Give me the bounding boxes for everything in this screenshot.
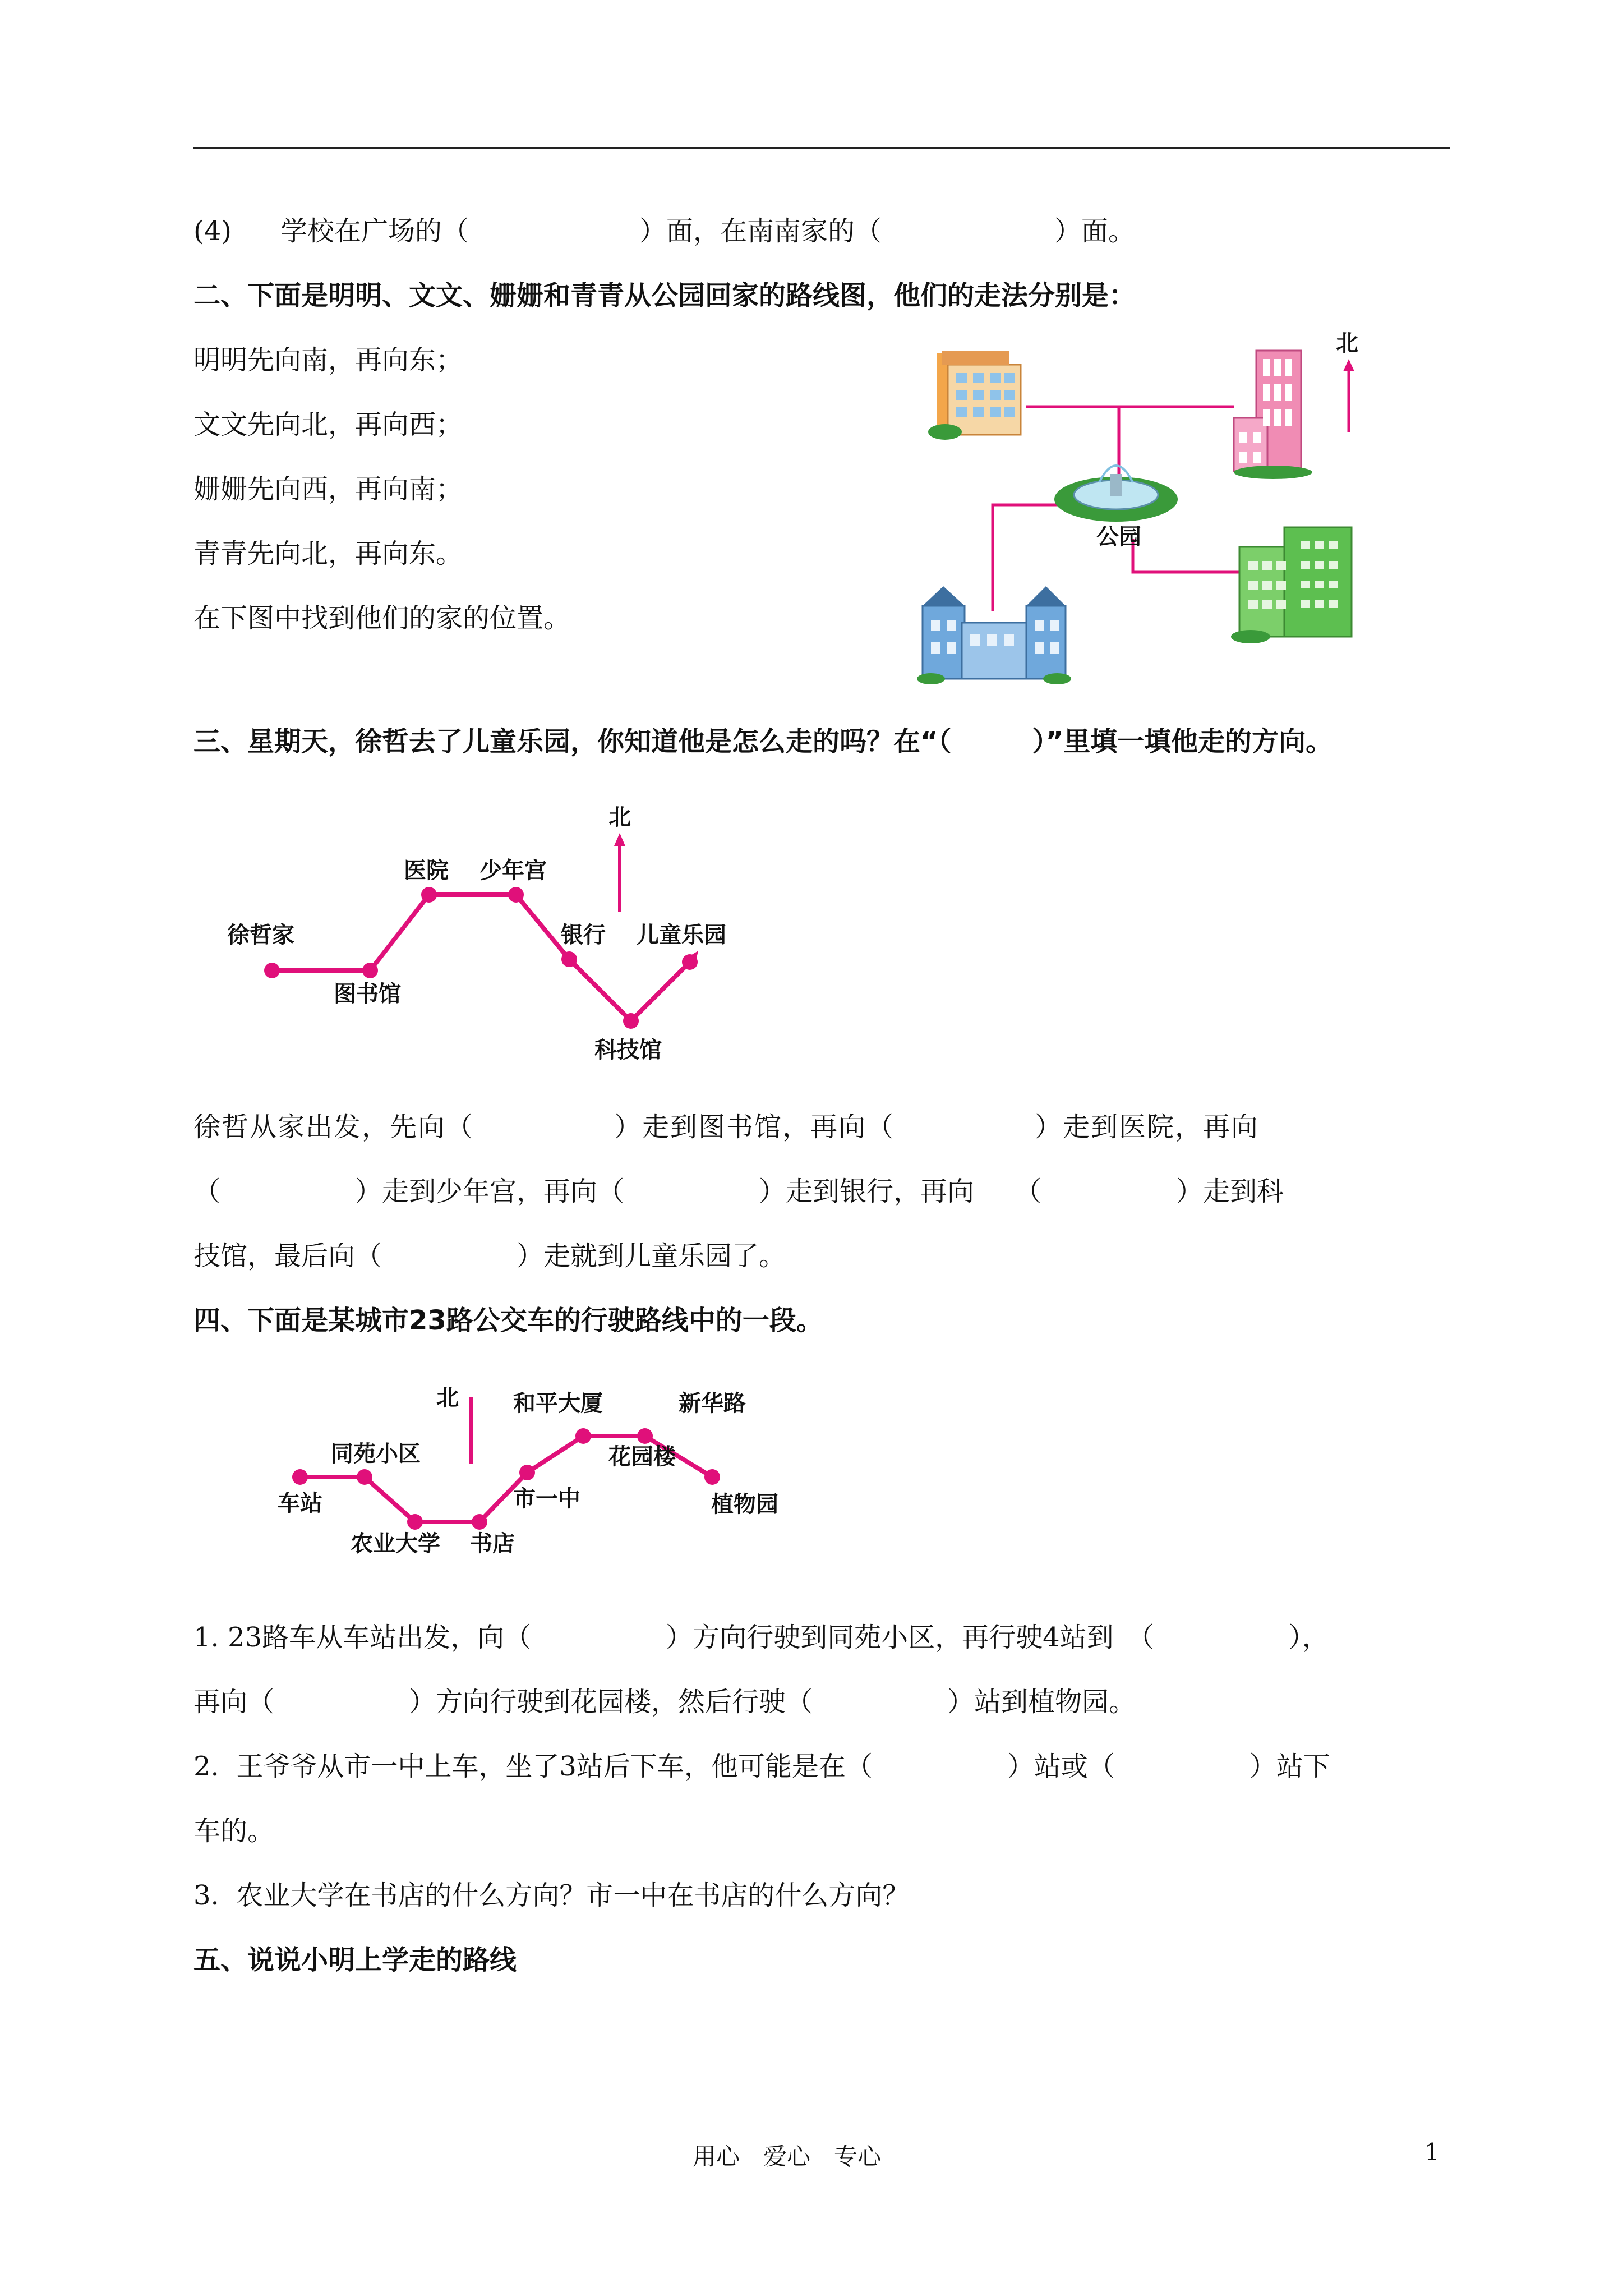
stop-dot	[623, 1013, 639, 1029]
building-top-left-icon	[928, 351, 1021, 440]
section4-q2-line-1: 2. 王爷爷从市一中上车，坐了3站后下车，他可能是在（ ）站或（ ）站下	[193, 1751, 1330, 1782]
park-label: 公园	[1096, 524, 1141, 550]
footer-motto: 用心 爱心 专心	[693, 2143, 882, 2170]
section3-title: 三、星期天，徐哲去了儿童乐园，你知道他是怎么走的吗？在“（ ）”里填一填他走的方向。	[193, 726, 1333, 757]
stop-label: 医院	[404, 858, 449, 884]
stop-dot	[508, 887, 524, 903]
building-bottom-right-icon	[1231, 527, 1352, 643]
section3-line-1: 徐哲从家出发，先向（ ）走到图书馆，再向（ ）走到医院，再向	[193, 1111, 1260, 1143]
section2-line-3: 姗姗先向西，再向南；	[193, 473, 463, 505]
page-number: 1	[1424, 2138, 1440, 2166]
section4-title: 四、下面是某城市23路公交车的行驶路线中的一段。	[193, 1305, 823, 1336]
stop-label: 植物园	[711, 1492, 778, 1517]
stop-label: 徐哲家	[227, 922, 294, 948]
building-top-right-icon	[1234, 351, 1312, 479]
children-park-route-map	[213, 802, 774, 1071]
park-route-map	[914, 320, 1391, 690]
stop-label: 和平大厦	[513, 1391, 603, 1416]
stop-dot	[362, 963, 378, 978]
north-label: 北	[436, 1385, 459, 1411]
section2-line-4: 青青先向北，再向东。	[193, 538, 463, 569]
section3-line-2: （ ）走到少年宫，再向（ ）走到银行，再向 （ ）走到科	[193, 1176, 1284, 1207]
section2-title: 二、下面是明明、文文、姗姗和青青从公园回家的路线图，他们的走法分别是：	[193, 280, 1136, 311]
stop-dot	[357, 1469, 372, 1485]
header-rule	[193, 147, 1450, 149]
stop-label: 同苑小区	[331, 1441, 421, 1467]
stop-dot	[575, 1428, 591, 1444]
section3-line-3: 技馆，最后向（ ）走就到儿童乐园了。	[193, 1240, 786, 1272]
section5-title: 五、说说小明上学走的路线	[193, 1944, 517, 1976]
section4-q1-line-2: 再向（ ）方向行驶到花园楼，然后行驶（ ）站到植物园。	[193, 1686, 1136, 1718]
park-fountain-icon	[1054, 466, 1178, 522]
stop-label: 银行	[561, 922, 606, 948]
stop-label: 花园楼	[608, 1444, 676, 1470]
stop-label: 农业大学	[351, 1531, 440, 1557]
q4-text-2: ）面，在南南家的（	[639, 215, 882, 247]
stop-dot	[292, 1469, 308, 1485]
stop-label: 车站	[278, 1490, 322, 1516]
section2-line-5: 在下图中找到他们的家的位置。	[193, 602, 571, 634]
route-stops	[264, 887, 698, 1029]
north-arrow-icon	[1343, 359, 1354, 432]
north-label: 北	[608, 804, 631, 830]
stop-dot	[561, 951, 577, 967]
stop-label: 少年宫	[479, 858, 547, 884]
q4-number: (4)	[193, 215, 232, 247]
stop-dot	[421, 887, 437, 903]
section4-q2-line-2: 车的。	[193, 1815, 275, 1847]
north-label: 北	[1336, 330, 1358, 356]
section2-line-2: 文文先向北，再向西；	[193, 409, 463, 440]
stop-label: 儿童乐园	[637, 922, 726, 948]
stop-dot	[519, 1465, 535, 1480]
section2-line-1: 明明先向南，再向东；	[193, 344, 463, 376]
stop-dot	[264, 963, 280, 978]
stop-label: 图书馆	[334, 981, 401, 1007]
bus-route-map	[258, 1372, 819, 1585]
north-arrow-icon	[614, 833, 625, 912]
stop-dot	[407, 1514, 423, 1530]
stop-dot	[637, 1428, 653, 1444]
q4-text-1: 学校在广场的（	[280, 215, 469, 247]
section4-q3: 3. 农业大学在书店的什么方向？市一中在书店的什么方向？	[193, 1880, 910, 1911]
q4-text-3: ）面。	[1054, 215, 1136, 247]
stop-dot	[704, 1469, 720, 1485]
section4-q1-line-1: 1. 23路车从车站出发，向（ ）方向行驶到同苑小区，再行驶4站到 （ ），	[193, 1622, 1329, 1653]
stop-label: 市一中	[513, 1486, 580, 1512]
stop-label: 新华路	[679, 1391, 746, 1416]
stop-dot	[682, 954, 698, 970]
stop-label: 科技馆	[594, 1037, 662, 1063]
stop-dot	[472, 1514, 487, 1530]
stop-label: 书店	[470, 1531, 515, 1557]
